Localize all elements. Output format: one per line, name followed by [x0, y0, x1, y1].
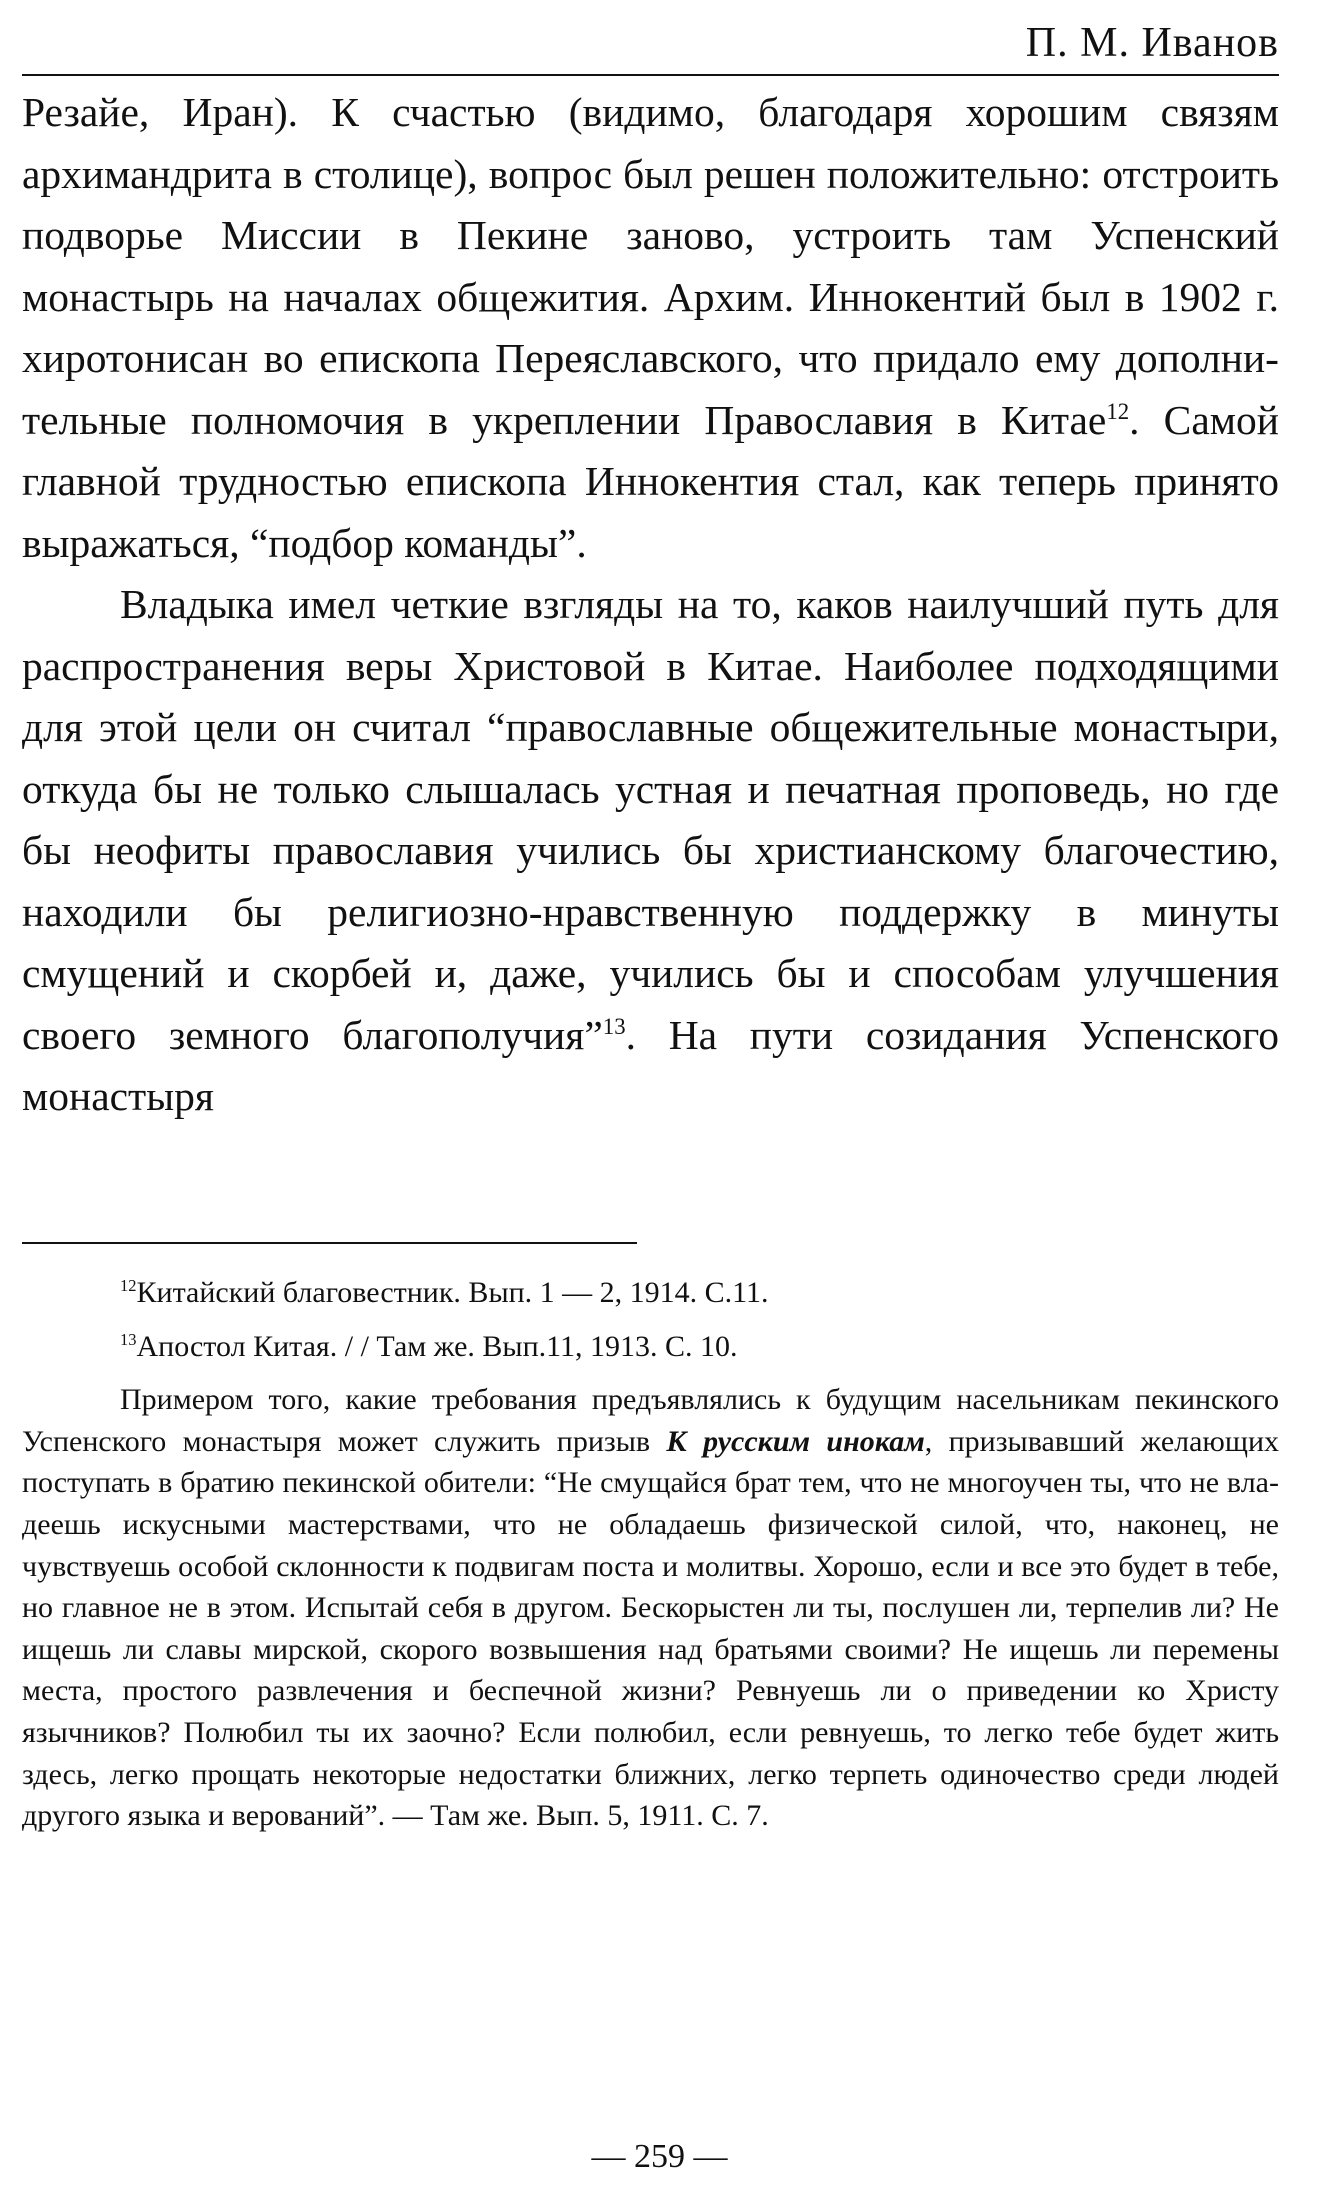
footnote-13-commentary	[22, 1379, 1279, 1837]
footnote-13-text: Апостол Китая. / / Там же. Вып.11, 1913. С. 10.	[136, 1329, 738, 1363]
footnotes	[22, 1272, 1279, 1837]
footnote-ref-12: 12	[1106, 398, 1130, 424]
paragraph-2-text: Владыка имел четкие взгляды на то, каков наилучший путь для распространения веры Христовой в Китае. Наиболее подходящими для этой цели он считал “православные общежительные монастыри, откуда бы не только слышалась устная и печатная проповедь, но где бы неофиты православия учились бы христианскому благочестию, находили бы религиозно-нравственную поддержку в минуты смущений и скорбей и, даже, учились бы и способам улучшения своего земного благополучия”	[22, 581, 1279, 1058]
main-text	[22, 82, 1279, 1128]
footnote-12-text: Китайский благовестник. Вып. 1 — 2, 1914. С.11.	[136, 1276, 769, 1309]
commentary-text-rest: , призывавший желающих поступать в братию пекинской обители: “Не смущайся брат тем, что не многоучен ты, что не владеешь искусными мастерствами, что не обладаешь физической силой, что, наконец, не чувствуешь особой склонности к подвигам поста и молитвы. Хорошо, если и все это будет в тебе, но главное не в этом. Испытай себя в другом. Бескорыстен ли ты, послушен ли, терпелив ли? Не ищешь ли славы мирской, скорого возвышения над братьями своими? Не ищешь ли перемены места, простого развлечения и беспечной жизни? Ревнуешь ли о приведении ко Христу язычников? Полюбил ты их заочно? Если полюбил, если ревнуешь, то легко тебе будет жить здесь, легко прощать некоторые недостатки ближних, легко терпеть одиночество среди людей другого языка и верований”. — Там же. Вып. 5, 1911. С. 7.	[22, 1424, 1279, 1833]
paragraph-1-text: Резайе, Иран). К счастью (видимо, благодаря хорошим связям архимандрита в столице), вопрос был решен положительно: отстроить подворье Миссии в Пекине заново, устроить там Успенский монастырь на началах общежития. Архим. Иннокентий был в 1902 г. хиротонисан во епископа Переяславского, что придало ему дополнительные полномочия в укреплении Православия в Китае	[22, 89, 1279, 443]
footnote-13	[22, 1326, 1279, 1368]
paragraph-1-continuation: . Самой главной трудностью епископа Иннокентия стал, как теперь принято выражаться, “подбор команды”.	[22, 396, 1279, 566]
commentary-title-italic: К русским инокам	[666, 1424, 925, 1458]
footnote-12-number: 12	[120, 1276, 137, 1295]
commentary-text-start: Примером того, какие требования предъявлялись к будущим насельникам пекинского Успенского монастыря может служить призыв	[22, 1383, 1279, 1458]
paragraph-1	[22, 82, 1279, 574]
page-number: — 259 —	[591, 2138, 728, 2175]
paragraph-2	[22, 574, 1279, 1128]
paragraph-2-continuation: . На пути созидания Успенского монастыря	[22, 1011, 1279, 1119]
footnote-13-number: 13	[120, 1329, 137, 1349]
running-head-author: П. М. Иванов	[1025, 20, 1279, 66]
footnote-12	[22, 1272, 1279, 1314]
header-rule	[22, 74, 1279, 76]
footnote-rule	[22, 1242, 637, 1244]
footnote-ref-13: 13	[602, 1013, 626, 1039]
